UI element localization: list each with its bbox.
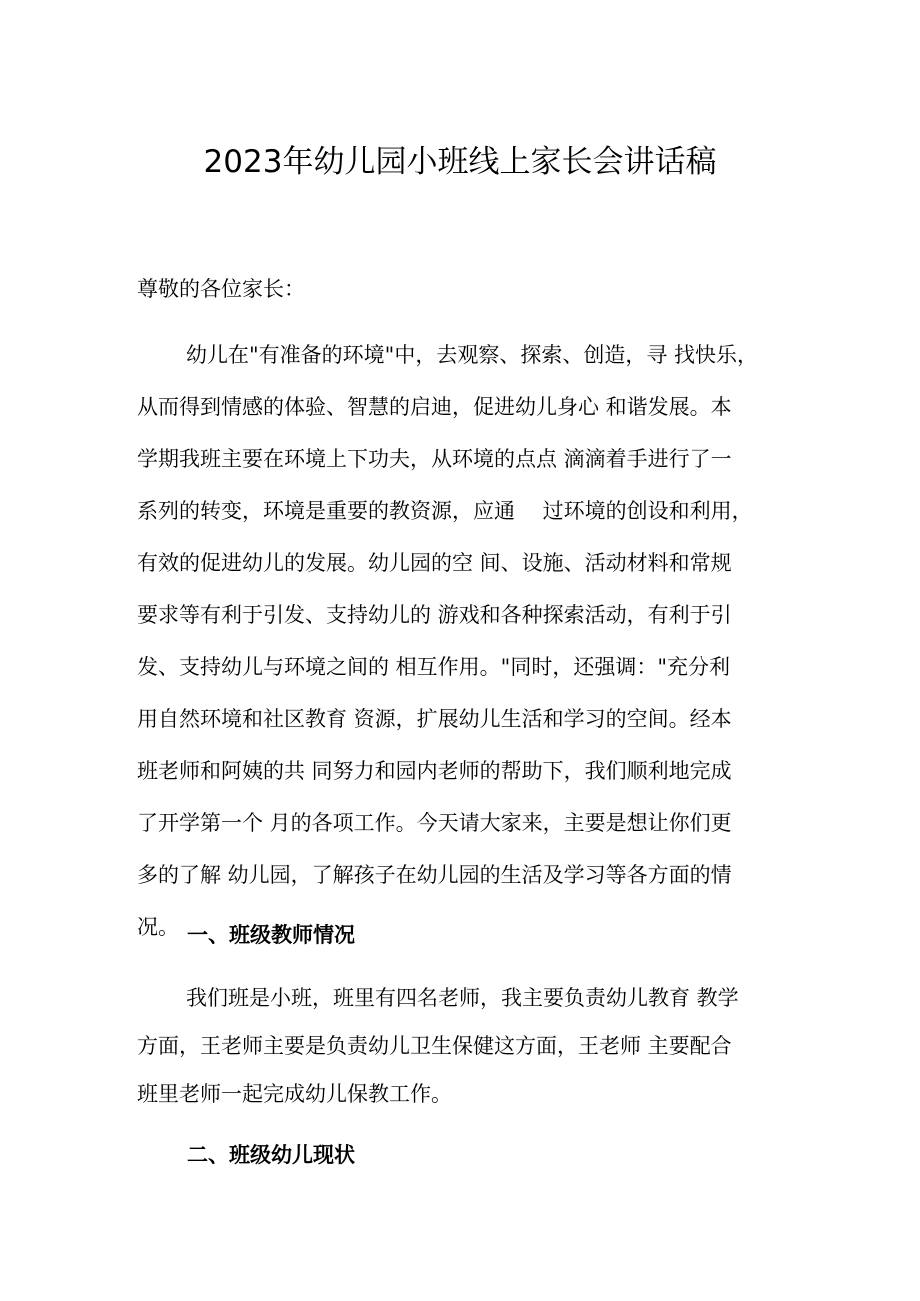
paragraph-line: 多的了解 幼儿园，了解孩子在幼儿园的生活及学习等各方面的情 xyxy=(137,863,732,887)
section-heading-teachers: 一、班级教师情况 xyxy=(187,923,355,947)
salutation: 尊敬的各位家长： xyxy=(137,277,305,301)
paragraph-line: 班老师和阿姨的共 同努力和园内老师的帮助下，我们顺利地完成 xyxy=(137,759,732,783)
paragraph-line: 方面，王老师主要是负责幼儿卫生保健这方面，王老师 主要配合 xyxy=(137,1034,732,1058)
paragraph-line: 发、支持幼儿与环境之间的 相互作用。"同时，还强调："充分利 xyxy=(137,655,730,679)
teachers-paragraph xyxy=(137,974,739,1118)
paragraph-line: 有效的促进幼儿的发展。幼儿园的空 间、设施、活动材料和常规 xyxy=(137,551,732,575)
document-title: 2023年幼儿园小班线上家长会讲话稿 xyxy=(203,144,717,180)
paragraph-line: 学期我班主要在环境上下功夫，从环境的点点 滴滴着手进行了一 xyxy=(137,447,732,471)
paragraph-line: 从而得到情感的体验、智慧的启迪，促进幼儿身心 和谐发展。本 xyxy=(137,395,732,419)
paragraph-line: 幼儿在"有准备的环境"中，去观察、探索、创造，寻 找快乐， xyxy=(186,343,758,367)
paragraph-line: 要求等有利于引发、支持幼儿的 游戏和各种探索活动，有利于引 xyxy=(137,603,732,627)
paragraph-line: 用自然环境和社区教育 资源，扩展幼儿生活和学习的空间。经本 xyxy=(137,707,732,731)
paragraph-line: 系列的转变，环境是重要的教资源，应通 过环境的创设和利用， xyxy=(137,499,753,523)
paragraph-line: 班里老师一起完成幼儿保教工作。 xyxy=(137,1082,452,1106)
section-heading-children: 二、班级幼儿现状 xyxy=(187,1143,355,1167)
intro-paragraph xyxy=(137,329,758,953)
paragraph-line: 了开学第一个 月的各项工作。今天请大家来，主要是想让你们更 xyxy=(137,811,732,835)
paragraph-line: 况。 xyxy=(137,915,179,939)
paragraph-line: 我们班是小班，班里有四名老师，我主要负责幼儿教育 教学 xyxy=(186,986,739,1010)
